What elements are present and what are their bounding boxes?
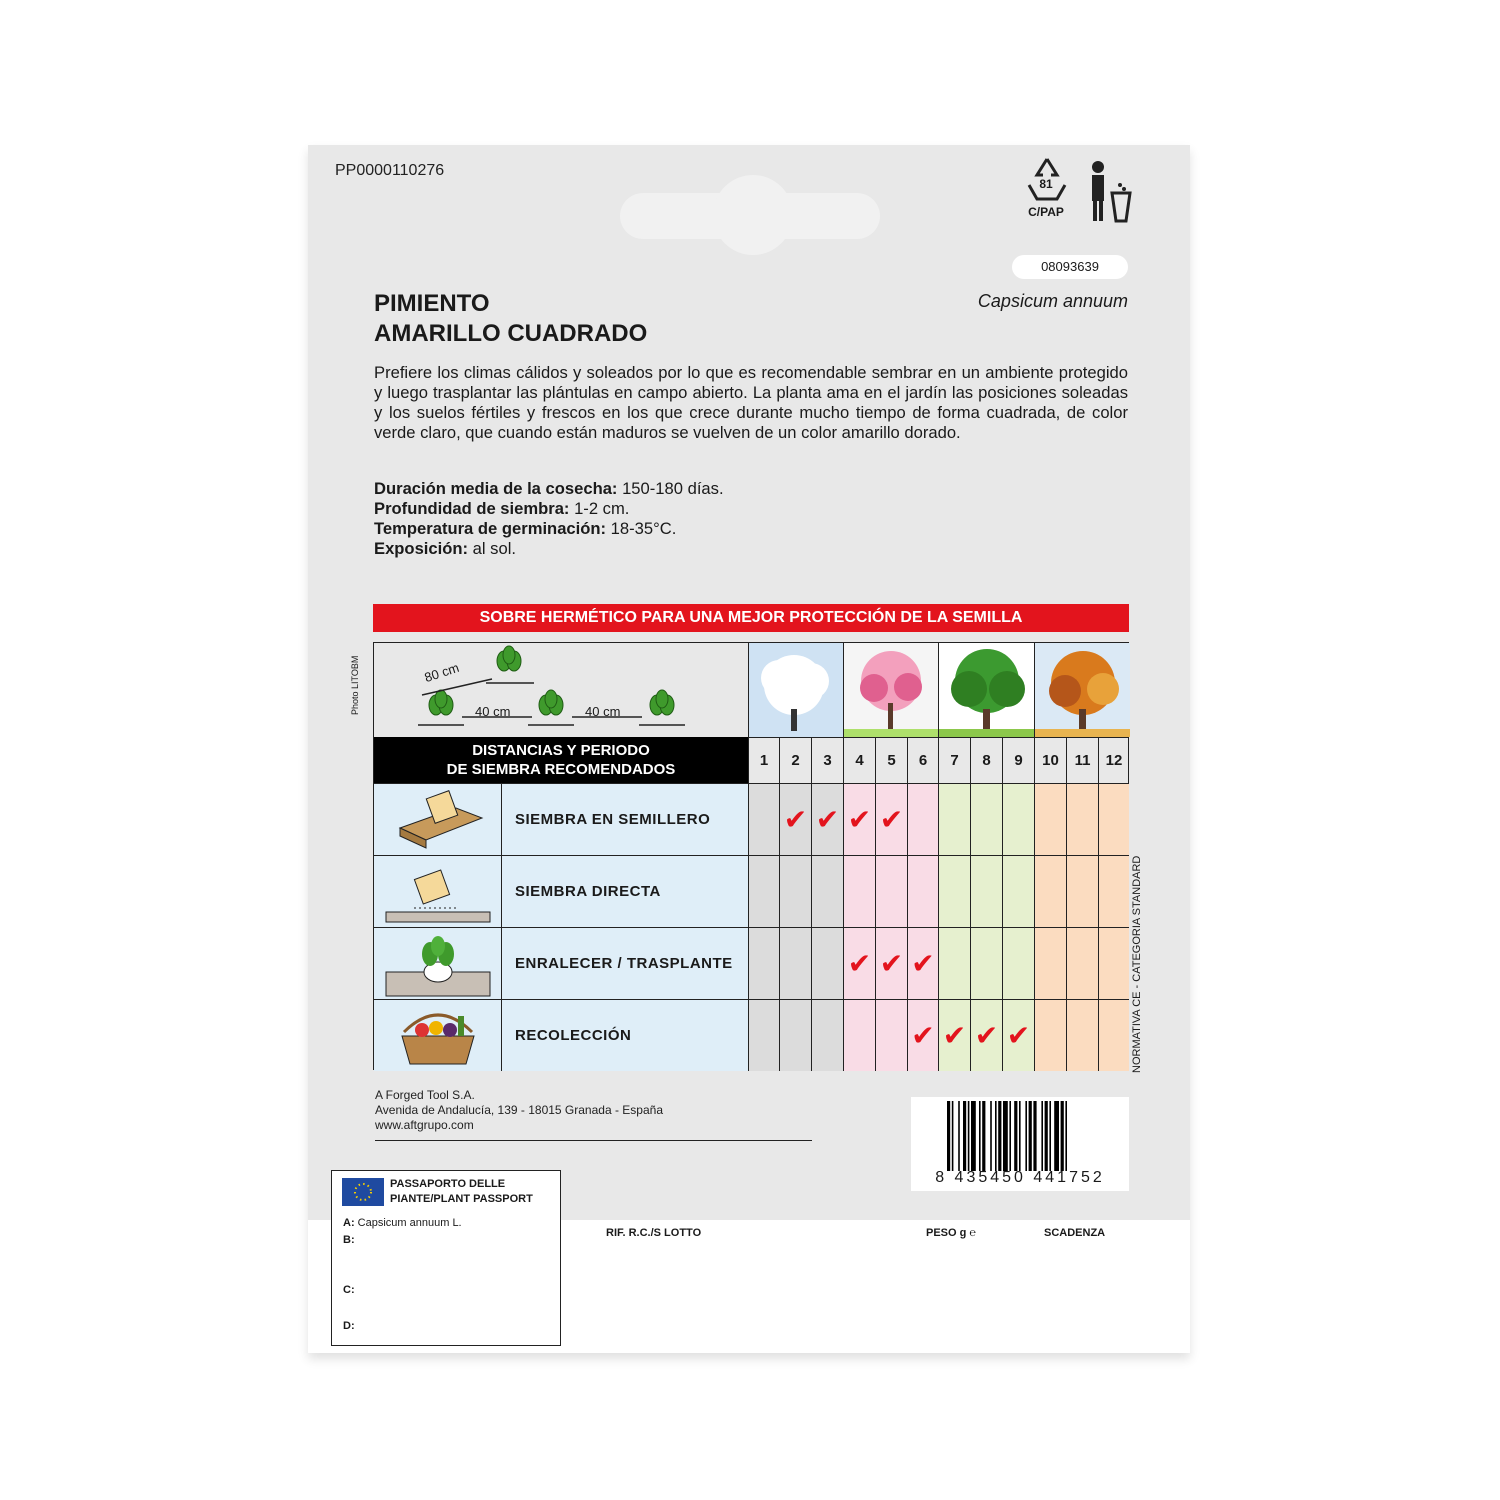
calendar-cell-m9 bbox=[1002, 927, 1034, 999]
check-mark-icon: ✔ bbox=[815, 803, 840, 836]
calendar-cell-m10 bbox=[1034, 783, 1066, 855]
month-5: 5 bbox=[875, 737, 907, 783]
check-mark-icon: ✔ bbox=[974, 1019, 999, 1052]
calendar-cell-m11 bbox=[1066, 855, 1098, 927]
passport-a: A: Capsicum annuum L. bbox=[343, 1217, 462, 1229]
check-mark-icon: ✔ bbox=[942, 1019, 967, 1052]
passport-title: PASSAPORTO DELLE PIANTE/PLANT PASSPORT bbox=[390, 1178, 533, 1205]
activity-row-trasplante bbox=[374, 927, 748, 999]
calendar-cell-m3 bbox=[811, 927, 843, 999]
calendar-cell-m6 bbox=[907, 999, 938, 1071]
barcode-digits: 8 435450 441752 bbox=[935, 1169, 1105, 1186]
calendar-cell-m5 bbox=[875, 783, 907, 855]
calendar-cell-m6 bbox=[907, 855, 938, 927]
calendar-cell-m7 bbox=[938, 999, 970, 1071]
calendar-cell-m12 bbox=[1098, 927, 1129, 999]
check-mark-icon: ✔ bbox=[879, 947, 904, 980]
month-3: 3 bbox=[811, 737, 843, 783]
weight-label: PESO g ℮ bbox=[926, 1227, 976, 1239]
month-12: 12 bbox=[1098, 737, 1129, 783]
calendar-cell-m1 bbox=[748, 855, 779, 927]
check-mark-icon: ✔ bbox=[847, 803, 872, 836]
calendar-cell-m12 bbox=[1098, 855, 1129, 927]
company-info bbox=[375, 1088, 663, 1133]
calendar-cell-m10 bbox=[1034, 855, 1066, 927]
month-1: 1 bbox=[748, 737, 779, 783]
winter-tree-icon bbox=[748, 643, 843, 737]
barcode-bars-icon bbox=[911, 1101, 1129, 1173]
hang-hole bbox=[713, 175, 793, 255]
calendar-cell-m6 bbox=[907, 783, 938, 855]
activity-label: RECOLECCIÓN bbox=[502, 999, 748, 1071]
divider bbox=[375, 1140, 812, 1141]
calendar-header: DISTANCIAS Y PERIODO DE SIEMBRA RECOMENDADOS bbox=[374, 737, 748, 783]
calendar-cell-m11 bbox=[1066, 999, 1098, 1071]
calendar-cell-m5 bbox=[875, 999, 907, 1071]
company-web: www.aftgrupo.com bbox=[375, 1118, 474, 1132]
plant-passport bbox=[331, 1170, 561, 1346]
calendar-cell-m4 bbox=[843, 927, 875, 999]
calendar-cell-m1 bbox=[748, 927, 779, 999]
reference-number: 08093639 bbox=[1012, 255, 1128, 279]
calendar-cell-m7 bbox=[938, 927, 970, 999]
tidyman-bin-icon bbox=[1084, 159, 1134, 228]
calendar-cell-m2 bbox=[779, 927, 811, 999]
spacing-diagram bbox=[374, 643, 748, 737]
description: Prefiere los climas cálidos y soleados por lo que es recomendable sembrar en un ambiente protegido y luego trasplantar las plántulas en campo abierto. La planta ama en el jardín las posiciones soleadas y los suelos fértiles y frescos en los que crece durante mucho tiempo de forma cuadrada, de color verde claro, que cuando están maduros se vuelven de un color amarillo dorado. bbox=[374, 363, 1128, 442]
calendar-cell-m8 bbox=[970, 927, 1002, 999]
spec-depth: Profundidad de siembra: 1-2 cm. bbox=[374, 499, 630, 518]
seedling-transplant-icon bbox=[374, 927, 502, 999]
check-mark-icon: ✔ bbox=[847, 947, 872, 980]
seed-tray-icon bbox=[374, 783, 502, 855]
spec-temperature: Temperatura de germinación: 18-35°C. bbox=[374, 519, 677, 538]
calendar-cell-m6 bbox=[907, 927, 938, 999]
check-mark-icon: ✔ bbox=[911, 947, 935, 980]
check-mark-icon: ✔ bbox=[1006, 1019, 1031, 1052]
calendar-cell-m5 bbox=[875, 855, 907, 927]
product-title bbox=[374, 289, 647, 349]
activity-label: ENRALECER / TRASPLANTE bbox=[502, 927, 748, 999]
calendar-cell-m7 bbox=[938, 783, 970, 855]
spec-harvest: Duración media de la cosecha: 150-180 días. bbox=[374, 479, 724, 498]
category-note: NORMATIVA CE - CATEGORIA STANDARD bbox=[1131, 855, 1143, 1073]
calendar-cell-m8 bbox=[970, 999, 1002, 1071]
seed-packet-back bbox=[308, 145, 1190, 1353]
passport-b: B: bbox=[343, 1234, 355, 1246]
spec-exposure: Exposición: al sol. bbox=[374, 539, 517, 558]
calendar-cell-m4 bbox=[843, 999, 875, 1071]
month-2: 2 bbox=[779, 737, 811, 783]
activity-row-recoleccion bbox=[374, 999, 748, 1071]
hermetic-banner: SOBRE HERMÉTICO PARA UNA MEJOR PROTECCIÓN DE LA SEMILLA bbox=[373, 604, 1129, 632]
calendar-cell-m9 bbox=[1002, 783, 1034, 855]
calendar-cell-m2 bbox=[779, 999, 811, 1071]
seed-packet-soil-icon bbox=[374, 855, 502, 927]
title-line-1: PIMIENTO bbox=[374, 290, 490, 317]
harvest-basket-icon bbox=[374, 999, 502, 1071]
recycle-number: 81 bbox=[1039, 177, 1053, 191]
expiry-label: SCADENZA bbox=[1044, 1227, 1106, 1239]
calendar-cell-m3 bbox=[811, 999, 843, 1071]
month-11: 11 bbox=[1066, 737, 1098, 783]
plant-distance-label-1: 40 cm bbox=[475, 704, 511, 719]
activity-row-semillero bbox=[374, 783, 748, 855]
autumn-tree-icon bbox=[1034, 643, 1130, 737]
calendar-cell-m4 bbox=[843, 855, 875, 927]
summer-tree-icon bbox=[938, 643, 1034, 737]
check-mark-icon: ✔ bbox=[879, 803, 904, 836]
photo-credit: Photo LITOBM bbox=[350, 655, 360, 715]
lot-label: RIF. R.C./S LOTTO bbox=[606, 1227, 702, 1239]
month-8: 8 bbox=[970, 737, 1002, 783]
calendar-cell-m11 bbox=[1066, 927, 1098, 999]
calendar-cell-m12 bbox=[1098, 783, 1129, 855]
calendar-cell-m3 bbox=[811, 783, 843, 855]
passport-d: D: bbox=[343, 1320, 355, 1332]
month-9: 9 bbox=[1002, 737, 1034, 783]
calendar-cell-m4 bbox=[843, 783, 875, 855]
calendar-cell-m5 bbox=[875, 927, 907, 999]
month-6: 6 bbox=[907, 737, 938, 783]
calendar-cell-m2 bbox=[779, 855, 811, 927]
barcode bbox=[911, 1097, 1129, 1191]
spring-tree-icon bbox=[843, 643, 938, 737]
calendar-cell-m8 bbox=[970, 855, 1002, 927]
check-mark-icon: ✔ bbox=[783, 803, 808, 836]
calendar-cell-m9 bbox=[1002, 855, 1034, 927]
calendar-cell-m1 bbox=[748, 999, 779, 1071]
activity-label: SIEMBRA DIRECTA bbox=[502, 855, 748, 927]
activity-row-directa bbox=[374, 855, 748, 927]
company-address: Avenida de Andalucía, 139 - 18015 Granada - España bbox=[375, 1103, 663, 1117]
product-code: PP0000110276 bbox=[335, 162, 445, 179]
calendar-cell-m8 bbox=[970, 783, 1002, 855]
month-4: 4 bbox=[843, 737, 875, 783]
calendar-cell-m2 bbox=[779, 783, 811, 855]
calendar-cell-m12 bbox=[1098, 999, 1129, 1071]
calendar-cell-m3 bbox=[811, 855, 843, 927]
title-line-2: AMARILLO CUADRADO bbox=[374, 320, 648, 347]
latin-name: Capsicum annuum bbox=[977, 291, 1128, 311]
plant-distance-label-2: 40 cm bbox=[585, 704, 621, 719]
calendar-cell-m1 bbox=[748, 783, 779, 855]
eu-flag-icon bbox=[342, 1178, 384, 1206]
month-10: 10 bbox=[1034, 737, 1066, 783]
calendar-cell-m10 bbox=[1034, 927, 1066, 999]
calendar-cell-m11 bbox=[1066, 783, 1098, 855]
recycle-label: C/PAP bbox=[1028, 205, 1064, 219]
specs-list bbox=[374, 479, 724, 559]
passport-c: C: bbox=[343, 1284, 355, 1296]
month-7: 7 bbox=[938, 737, 970, 783]
sowing-calendar bbox=[373, 642, 1129, 1070]
row-distance-label: 80 cm bbox=[422, 659, 461, 686]
calendar-cell-m7 bbox=[938, 855, 970, 927]
company-name: A Forged Tool S.A. bbox=[375, 1088, 475, 1102]
calendar-cell-m10 bbox=[1034, 999, 1066, 1071]
activity-label: SIEMBRA EN SEMILLERO bbox=[502, 783, 748, 855]
calendar-cell-m9 bbox=[1002, 999, 1034, 1071]
recycle-icon bbox=[1023, 155, 1083, 225]
check-mark-icon: ✔ bbox=[911, 1019, 935, 1052]
